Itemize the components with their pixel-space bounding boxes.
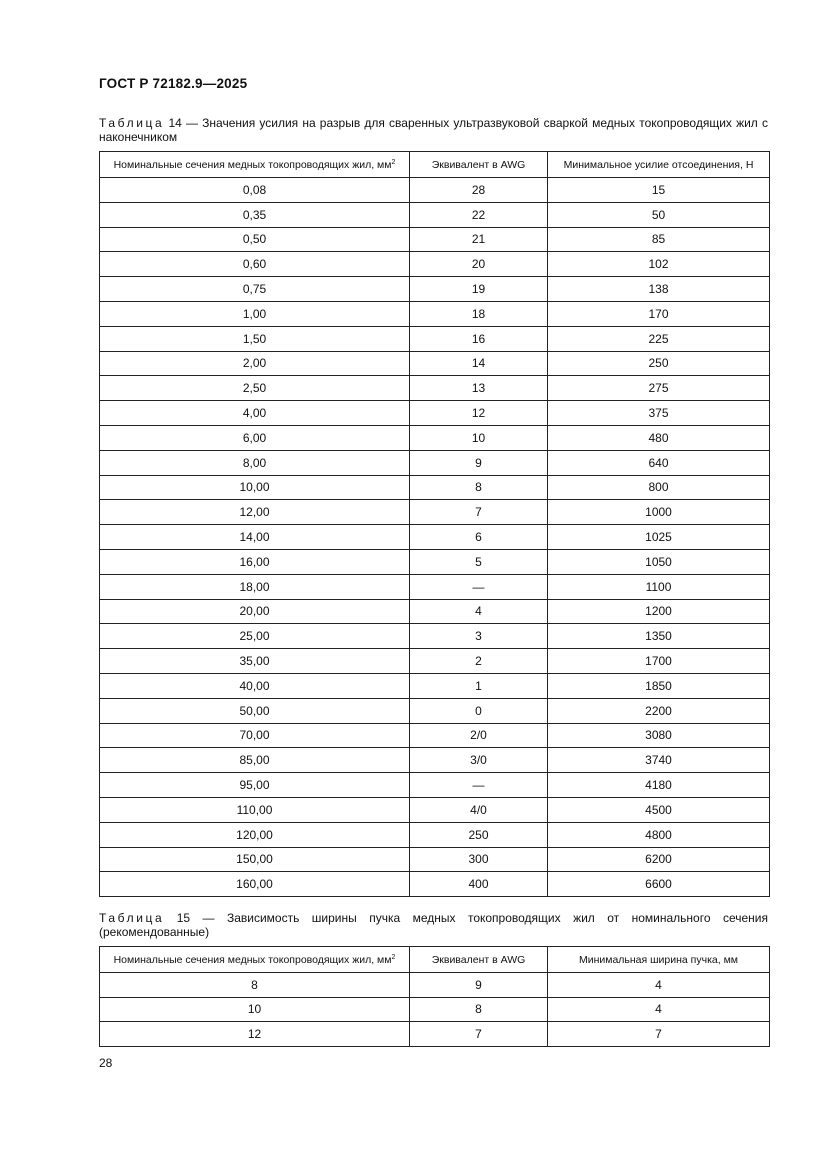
cell-awg: 14 [410,351,548,376]
table-row [100,525,770,550]
cell-value: 102 [548,252,770,277]
cell-cross-section: 95,00 [100,773,410,798]
table-15 [99,946,770,1047]
cell-awg: 9 [410,450,548,475]
cell-awg: 10 [410,425,548,450]
table-row [100,748,770,773]
cell-value: 225 [548,326,770,351]
table-15-body [100,973,770,1047]
cell-cross-section: 2,00 [100,351,410,376]
page-number: 28 [99,1056,113,1070]
cell-awg: 19 [410,277,548,302]
cell-value: 250 [548,351,770,376]
table-row [100,301,770,326]
cell-value: 1000 [548,500,770,525]
cell-value: 1100 [548,574,770,599]
cell-awg: 22 [410,202,548,227]
cell-awg: 7 [410,500,548,525]
cell-cross-section: 85,00 [100,748,410,773]
cell-value: 138 [548,277,770,302]
table-label: Таблица [99,911,165,925]
cell-value: 800 [548,475,770,500]
table-row [100,797,770,822]
cell-awg: 16 [410,326,548,351]
cell-value: 1350 [548,624,770,649]
cell-cross-section: 14,00 [100,525,410,550]
table-14-body [100,178,770,897]
table-row [100,1022,770,1047]
table-row [100,178,770,203]
cell-awg: 3 [410,624,548,649]
cell-awg: 7 [410,1022,548,1047]
cell-cross-section: 25,00 [100,624,410,649]
cell-cross-section: 12,00 [100,500,410,525]
cell-value: 7 [548,1022,770,1047]
cell-awg: 2/0 [410,723,548,748]
cell-value: 4180 [548,773,770,798]
cell-awg: 9 [410,973,548,998]
cell-cross-section: 70,00 [100,723,410,748]
cell-value: 4800 [548,822,770,847]
cell-awg: 300 [410,847,548,872]
cell-cross-section: 0,08 [100,178,410,203]
table-row [100,376,770,401]
table-row [100,673,770,698]
cell-value: 2200 [548,698,770,723]
cell-value: 6200 [548,847,770,872]
cell-awg: 4 [410,599,548,624]
table-row [100,872,770,897]
cell-awg: 2 [410,649,548,674]
table-row [100,574,770,599]
cell-cross-section: 40,00 [100,673,410,698]
cell-cross-section: 1,50 [100,326,410,351]
cell-awg: 28 [410,178,548,203]
cell-awg: 18 [410,301,548,326]
cell-cross-section: 150,00 [100,847,410,872]
cell-awg: 4/0 [410,797,548,822]
cell-cross-section: 10 [100,997,410,1022]
table-row [100,773,770,798]
table-row [100,401,770,426]
table-row [100,326,770,351]
cell-cross-section: 10,00 [100,475,410,500]
cell-cross-section: 6,00 [100,425,410,450]
cell-value: 1050 [548,549,770,574]
cell-cross-section: 18,00 [100,574,410,599]
cell-cross-section: 4,00 [100,401,410,426]
cell-cross-section: 120,00 [100,822,410,847]
cell-awg: — [410,574,548,599]
cell-awg: 250 [410,822,548,847]
header-cross-section: Номинальные сечения медных токопроводящих жил, $мм^2$ [100,152,410,178]
cell-cross-section: 110,00 [100,797,410,822]
cell-awg: 3/0 [410,748,548,773]
table-14-caption [99,116,768,144]
cell-awg: 20 [410,252,548,277]
cell-value: 50 [548,202,770,227]
cell-cross-section: 12 [100,1022,410,1047]
cell-value: 1200 [548,599,770,624]
table-caption-text: 15 — Зависимость ширины пучка медных токопроводящих жил от номинального сечения (рекомендованные) [99,911,768,939]
table-14 [99,151,770,897]
cell-value: 1850 [548,673,770,698]
table-row [100,698,770,723]
cell-cross-section: 0,60 [100,252,410,277]
table-row [100,500,770,525]
cell-cross-section: 8,00 [100,450,410,475]
cell-value: 85 [548,227,770,252]
table-row [100,549,770,574]
cell-awg: 21 [410,227,548,252]
cell-awg: 12 [410,401,548,426]
cell-cross-section: 50,00 [100,698,410,723]
cell-cross-section: 1,00 [100,301,410,326]
table-row [100,822,770,847]
table-caption-text: 14 — Значения усилия на разрыв для сваренных ультразвуковой сваркой медных токопроводящих жил с наконечником [99,116,768,144]
table-row [100,425,770,450]
cell-value: 4500 [548,797,770,822]
cell-cross-section: 0,75 [100,277,410,302]
cell-cross-section: 0,50 [100,227,410,252]
cell-awg: 1 [410,673,548,698]
cell-awg: 0 [410,698,548,723]
cell-awg: 400 [410,872,548,897]
table-row [100,351,770,376]
cell-value: 3080 [548,723,770,748]
cell-value: 480 [548,425,770,450]
cell-cross-section: 2,50 [100,376,410,401]
table-row [100,723,770,748]
header-cross-section: Номинальные сечения медных токопроводящих жил, $мм^2$ [100,947,410,973]
cell-value: 170 [548,301,770,326]
cell-awg: 6 [410,525,548,550]
cell-value: 15 [548,178,770,203]
document-id: ГОСТ Р 72182.9—2025 [99,76,248,91]
table-row [100,599,770,624]
cell-value: 6600 [548,872,770,897]
table-row [100,227,770,252]
cell-value: 4 [548,997,770,1022]
table-row [100,973,770,998]
table-row [100,997,770,1022]
table-row [100,450,770,475]
cell-awg: — [410,773,548,798]
table-header-row [100,152,770,178]
table-row [100,847,770,872]
cell-value: 275 [548,376,770,401]
cell-value: 1700 [548,649,770,674]
table-row [100,202,770,227]
cell-cross-section: 0,35 [100,202,410,227]
cell-awg: 13 [410,376,548,401]
cell-value: 375 [548,401,770,426]
table-label: Таблица [99,116,165,130]
cell-cross-section: 20,00 [100,599,410,624]
cell-cross-section: 16,00 [100,549,410,574]
table-row [100,624,770,649]
cell-value: 1025 [548,525,770,550]
header-min-width: Минимальная ширина пучка, мм [548,947,770,973]
cell-value: 4 [548,973,770,998]
table-row [100,475,770,500]
cell-cross-section: 160,00 [100,872,410,897]
table-row [100,252,770,277]
table-row [100,277,770,302]
cell-value: 3740 [548,748,770,773]
header-awg: Эквивалент в AWG [410,947,548,973]
header-min-force: Минимальное усилие отсоединения, Н [548,152,770,178]
cell-cross-section: 8 [100,973,410,998]
table-15-caption [99,911,768,939]
cell-cross-section: 35,00 [100,649,410,674]
table-header-row [100,947,770,973]
cell-value: 640 [548,450,770,475]
cell-awg: 5 [410,549,548,574]
header-awg: Эквивалент в AWG [410,152,548,178]
cell-awg: 8 [410,475,548,500]
table-row [100,649,770,674]
cell-awg: 8 [410,997,548,1022]
